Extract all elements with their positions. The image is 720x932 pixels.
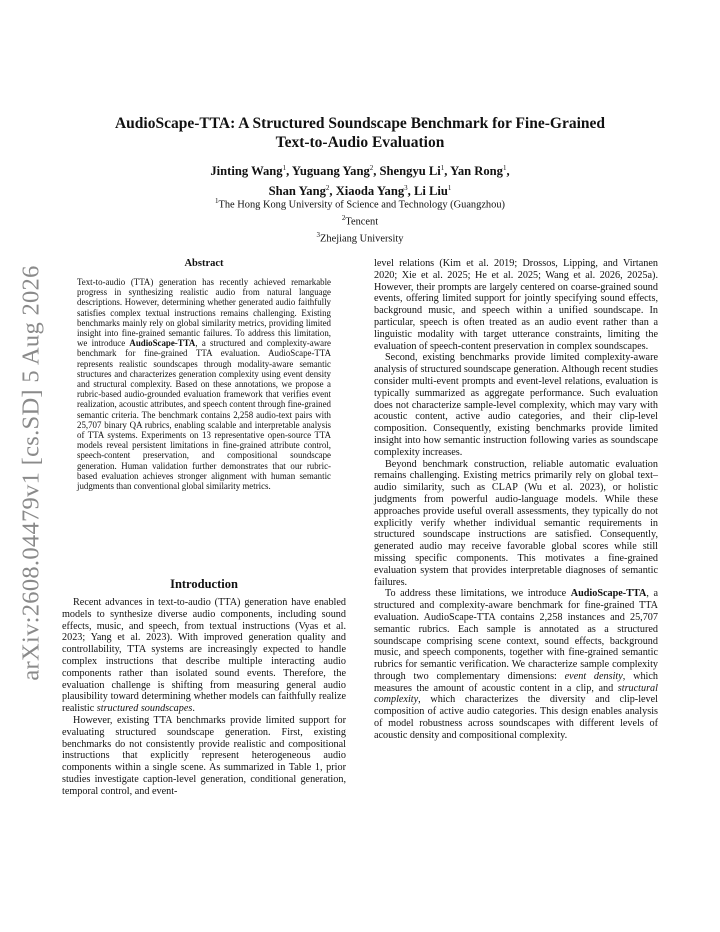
author-name: Yuguang Yang bbox=[291, 164, 370, 179]
abstract-body bbox=[77, 277, 331, 491]
author-separator: , bbox=[444, 164, 451, 179]
author-affiliation-mark: 2 bbox=[325, 184, 330, 193]
author-affiliation-mark: 2 bbox=[369, 164, 374, 172]
author-name: Jinting Wang bbox=[210, 164, 283, 179]
author-name: Li Liu bbox=[413, 184, 448, 199]
author-name: Shengyu Li bbox=[379, 164, 441, 179]
body-paragraph: Beyond benchmark construction, reliable automatic evaluation remains challenging. Existing metrics primarily rely on global text–audio similarity, such as CLAP (Wu et al. 2023), or holistic judgments from powerful audio-language models. While these approaches provide useful overall assessments, they typically do not explicitly verify whether individual semantic requirements in structured soundscape instructions are satisfied. Consequently, generated audio may receive favorable global scores while still missing specific components. This motivates a fine-grained evaluation system that provides interpretable diagnoses of semantic failures. bbox=[374, 458, 658, 588]
benchmark-name: AudioScape-TTA bbox=[129, 338, 196, 349]
paragraph-text: , which characterizes the diversity and clip-level composition of active audio categories. This design enables analysis of model robustness across soundscapes with different levels of acoustic density and compositional complexity. bbox=[374, 694, 658, 741]
paragraph-text: , which measures the amount of acoustic content in a clip, and bbox=[374, 670, 658, 694]
emphasis-text: structural complexity bbox=[374, 682, 658, 706]
arxiv-stamp[interactable] bbox=[12, 265, 52, 681]
introduction-left-column bbox=[62, 597, 346, 798]
affiliation-number: 1 bbox=[215, 197, 219, 205]
affiliations bbox=[140, 195, 580, 246]
body-paragraph: level relations (Kim et al. 2019; Drossos, Lipping, and Virtanen 2020; Xie et al. 2025; He et al. 2025; Wang et al. 2026, 2025a). However, their prompts are largely centered on coarse-grained sound events, offering limited support for jointly specifying sound effects, background music, and speech within a unified soundscape. In particular, speech is often treated as an audio event rather than a linguistic modality with target utterance constraints, limiting the evaluation of speech-content preservation in complex soundscapes. bbox=[374, 258, 658, 352]
author-affiliation-mark: 3 bbox=[404, 184, 408, 193]
author-separator: , bbox=[506, 164, 510, 179]
emphasis-text: structured soundscapes bbox=[96, 703, 193, 715]
affiliation-text: Tencent bbox=[345, 216, 379, 228]
author-separator: , bbox=[286, 164, 292, 179]
paragraph-text: . bbox=[192, 703, 195, 715]
arxiv-identifier[interactable]: arXiv:2608.04479v1 [cs.SD] 5 Aug 2026 bbox=[18, 265, 46, 681]
abstract-heading: Abstract bbox=[184, 258, 224, 269]
affiliation-number: 3 bbox=[316, 230, 321, 239]
author-name: Xiaoda Yang bbox=[335, 184, 405, 199]
paragraph-text: To address these limitations, we introduce bbox=[385, 588, 571, 600]
abstract-text: , a structured and complexity-aware benchmark for fine-grained TTA evaluation. AudioScape-TTA represents realistic soundscapes through modality-aware semantic structures and characterizes generation complexity using event density and structural complexity. Based on these annotations, we propose a rubric-based audio-grounded evaluation framework that verifies event realization, acoustic attributes, and speech content through fine-grained semantic criteria. The benchmark contains 2,258 audio-text pairs with 25,707 binary QA rubrics, enabling scalable and interpretable analysis of TTA systems. Experiments on 13 representative open-source TTA models reveal persistent limitations in fine-grained attribute control, speech-content preservation, and compositional soundscape generation. Human validation further demonstrates that our rubric-based evaluation achieves stronger alignment with human semantic judgments than conventional global similarity metrics. bbox=[77, 338, 331, 492]
author-affiliation-mark: 1 bbox=[502, 164, 507, 172]
body-paragraph bbox=[374, 588, 658, 741]
emphasis-text: event density bbox=[564, 670, 623, 682]
author-separator: , bbox=[373, 164, 380, 179]
author-affiliation-mark: 1 bbox=[282, 164, 287, 172]
affiliation-item bbox=[140, 212, 580, 229]
author-affiliation-mark: 1 bbox=[440, 164, 445, 172]
intro-paragraph bbox=[62, 597, 346, 715]
introduction-heading: Introduction bbox=[170, 577, 238, 591]
author-line-1 bbox=[120, 160, 600, 180]
author-affiliation-mark: 1 bbox=[447, 184, 452, 193]
abstract-text: Text-to-audio (TTA) generation has recently achieved remarkable progress in synthesizing realistic audio from natural language descriptions. However, determining whether generated audio faithfully satisfies complex textual instructions remains challenging. Existing benchmarks mainly rely on global similarity metrics, providing limited insight into fine-grained semantic failures. To address this limitation, we introduce bbox=[77, 277, 331, 349]
abstract-paragraph bbox=[77, 277, 331, 491]
intro-paragraph: However, existing TTA benchmarks provide limited support for evaluating structured soundscape generation. First, existing benchmarks do not consistently provide realistic and compositional instructions that explicitly represent heterogeneous audio components within a single scene. As summarized in Table 1, prior studies investigate caption-level generation, conditional generation, temporal control, and event- bbox=[62, 714, 346, 797]
benchmark-name: AudioScape-TTA bbox=[570, 588, 647, 600]
paragraph-text: , a structured and complexity-aware benchmark for fine-grained TTA evaluation. AudioScape-TTA contains 2,258 instances and 25,707 semantic rubrics. Each sample is annotated as a structured soundscape comprising scene context, sound effects, background music, and speech components, together with fine-grained semantic rubrics for semantic verification. We characterize sample complexity through two complementary dimensions: bbox=[374, 588, 658, 682]
affiliation-item bbox=[140, 229, 580, 246]
affiliation-text: The Hong Kong University of Science and Technology (Guangzhou) bbox=[218, 199, 505, 211]
title-line-2: Text-to-Audio Evaluation bbox=[275, 134, 445, 151]
author-separator: , bbox=[329, 184, 336, 199]
title-line-1: AudioScape-TTA: A Structured Soundscape Benchmark for Fine-Grained bbox=[114, 115, 605, 132]
author-name: Yan Rong bbox=[450, 164, 503, 179]
body-paragraph: Second, existing benchmarks provide limited complexity-aware analysis of structured soundscape generation. Although recent studies consider multi-event prompts and event-level relations, evaluation is typically summarized as aggregate performance. Such evaluation does not characterize sample-level complexity, which may vary with acoustic content, active audio categories, and their clip-level composition. Consequently, existing benchmarks provide limited insight into how semantic instruction following varies as soundscape complexity increases. bbox=[374, 352, 658, 458]
paragraph-text: Recent advances in text-to-audio (TTA) generation have enabled models to synthesize diverse audio components, including sound effects, music, and speech, from textual instructions (Vyas et al. 2023; Yang et al. 2023). With improved generation quality and controllability, TTA systems are increasingly expected to handle complex instructions that describe multiple interacting audio components rather than isolated sound events. Therefore, the evaluation challenge is shifting from measuring general audio plausibility toward determining whether models can faithfully realize realistic bbox=[62, 597, 346, 715]
affiliation-number: 2 bbox=[341, 213, 346, 222]
affiliation-text: Zhejiang University bbox=[320, 233, 404, 245]
author-name: Shan Yang bbox=[268, 184, 326, 199]
right-column bbox=[374, 258, 658, 742]
author-separator: , bbox=[407, 184, 414, 199]
affiliation-item bbox=[140, 195, 580, 212]
paper-title bbox=[80, 114, 640, 152]
